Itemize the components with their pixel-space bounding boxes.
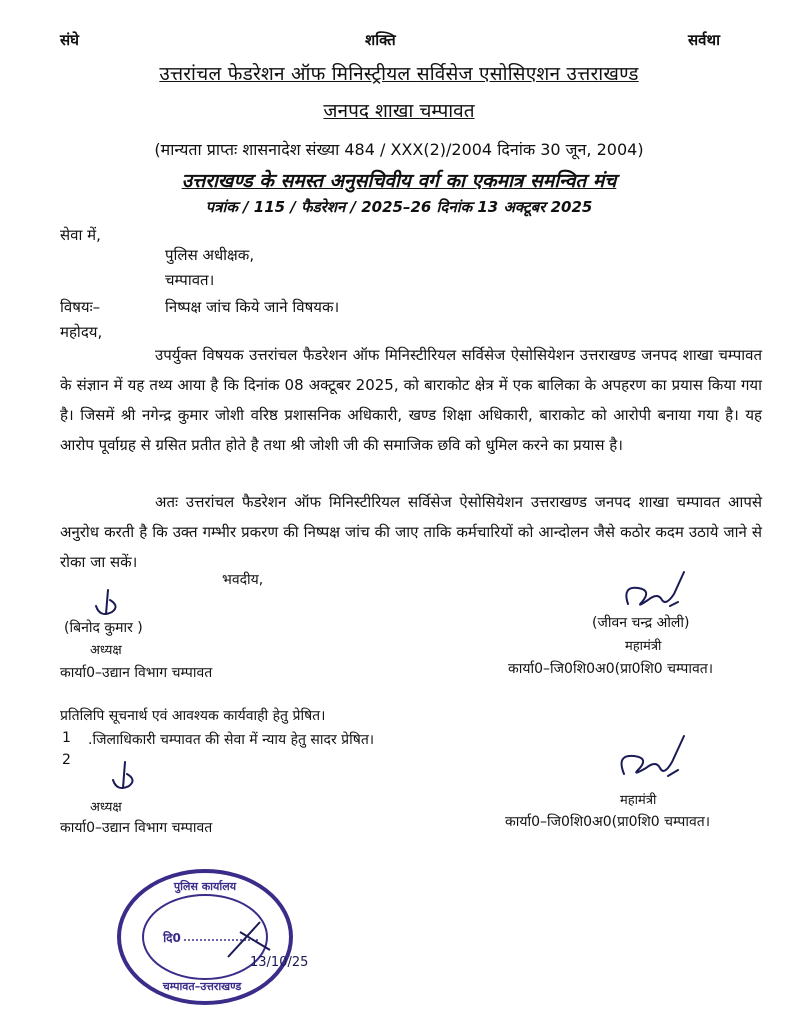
branch-name: जनपद शाखा चम्पावत bbox=[323, 100, 475, 122]
stamp-handwritten-date: 13/10/25 bbox=[250, 955, 309, 970]
copy-item1-text: .जिलाधिकारी चम्पावत की सेवा में न्याय हेतु सादर प्रेषित। bbox=[88, 732, 375, 748]
signature-left-copy bbox=[105, 760, 145, 796]
stamp-middle-text: दि0 bbox=[163, 931, 181, 945]
signature-right bbox=[618, 566, 698, 616]
right-signatory-office: कार्या0–जि0शि0अ0(प्रा0शि0 चम्पावत। bbox=[508, 661, 714, 677]
copy-right-office: कार्या0–जि0शि0अ0(प्रा0शि0 चम्पावत। bbox=[505, 814, 711, 830]
left-signatory-office: कार्या0–उद्यान विभाग चम्पावत bbox=[60, 665, 213, 681]
closing: भवदीय, bbox=[222, 572, 264, 588]
office-stamp bbox=[110, 862, 310, 1012]
paragraph-2: अतः उत्तरांचल फैडरेशन ऑफ मिनिस्टीरियल सर्विसेज ऐसोसियेशन उत्तराखण्ड जनपद शाखा चम्पावत आपसे अनुरोध करती है कि उक्त गम्भीर प्रकरण की निष्पक्ष जांच की जाए ताकि कर्मचारियों को आन्दोलन जैसे कठोर कदम उठाये जाने से रोका जा सकें। bbox=[60, 493, 762, 571]
recipient-line2: चम्पावत। bbox=[165, 271, 215, 289]
motto-center: शक्ति bbox=[365, 31, 396, 49]
copy-item2-number: 2 bbox=[62, 752, 71, 768]
org-name: उत्तरांचल फेडरेशन ऑफ मिनिस्ट्रीयल सर्विसेज एसोसिएशन उत्तराखण्ड bbox=[159, 63, 639, 85]
motto-left: संघे bbox=[60, 31, 80, 49]
right-signatory-name: (जीवन चन्द्र ओली) bbox=[592, 615, 690, 631]
motto-right: सर्वथा bbox=[688, 31, 720, 49]
signature-right-copy bbox=[612, 730, 698, 786]
signature-left bbox=[88, 588, 128, 620]
subject-text: निष्पक्ष जांच किये जाने विषयक। bbox=[165, 298, 340, 316]
copy-heading: प्रतिलिपि सूचनार्थ एवं आवश्यक कार्यवाही हेतु प्रेषित। bbox=[60, 708, 326, 724]
copy-left-designation: अध्यक्ष bbox=[90, 800, 122, 815]
recognition-line: (मान्यता प्राप्तः शासनादेश संख्या 484 / XXX(2)/2004 दिनांक 30 जून, 2004) bbox=[154, 140, 644, 159]
reference-number: पत्रांक / 115 / फैडरेशन / 2025–26 दिनांक 13 अक्टूबर 2025 bbox=[205, 198, 593, 216]
slogan: उत्तराखण्ड के समस्त अनुसचिवीय वर्ग का एकमात्र समन्वित मंच bbox=[181, 170, 617, 192]
salutation-to: सेवा में, bbox=[60, 226, 101, 244]
stamp-bottom-text: चम्पावत–उत्तराखण्ड bbox=[162, 980, 242, 993]
copy-left-office: कार्या0–उद्यान विभाग चम्पावत bbox=[60, 820, 213, 836]
right-signatory-designation: महामंत्री bbox=[625, 639, 662, 654]
paragraph-1: उपर्युक्त विषयक उत्तरांचल फैडरेशन ऑफ मिनिस्टीरियल सर्विसेज ऐसोसियेशन उत्तराखण्ड जनपद शाखा चम्पावत के संज्ञान में यह तथ्य आया है कि दिनांक 08 अक्टूबर 2025, को बाराकोट क्षेत्र में एक बालिका के अपहरण का प्रयास किया गया है। जिसमें श्री नगेन्द्र कुमार जोशी वरिष्ठ प्रशासनिक अधिकारी, खण्ड शिक्षा अधिकारी, बाराकोट को आरोपी बनाया गया है। यह आरोप पूर्वाग्रह से ग्रसित प्रतीत होते है तथा श्री जोशी जी की समाजिक छवि को धुमिल करने का प्रयास है। bbox=[60, 346, 762, 454]
left-signatory-designation: अध्यक्ष bbox=[90, 643, 122, 658]
stamp-top-text: पुलिस कार्यालय bbox=[173, 880, 237, 893]
subject-label: विषयः– bbox=[60, 298, 101, 316]
copy-item1-number: 1 bbox=[62, 730, 71, 746]
recipient-line1: पुलिस अधीक्षक, bbox=[165, 246, 255, 264]
copy-right-designation: महामंत्री bbox=[620, 793, 657, 808]
greeting: महोदय, bbox=[60, 323, 103, 341]
left-signatory-name: (बिनोद कुमार ) bbox=[64, 620, 143, 636]
